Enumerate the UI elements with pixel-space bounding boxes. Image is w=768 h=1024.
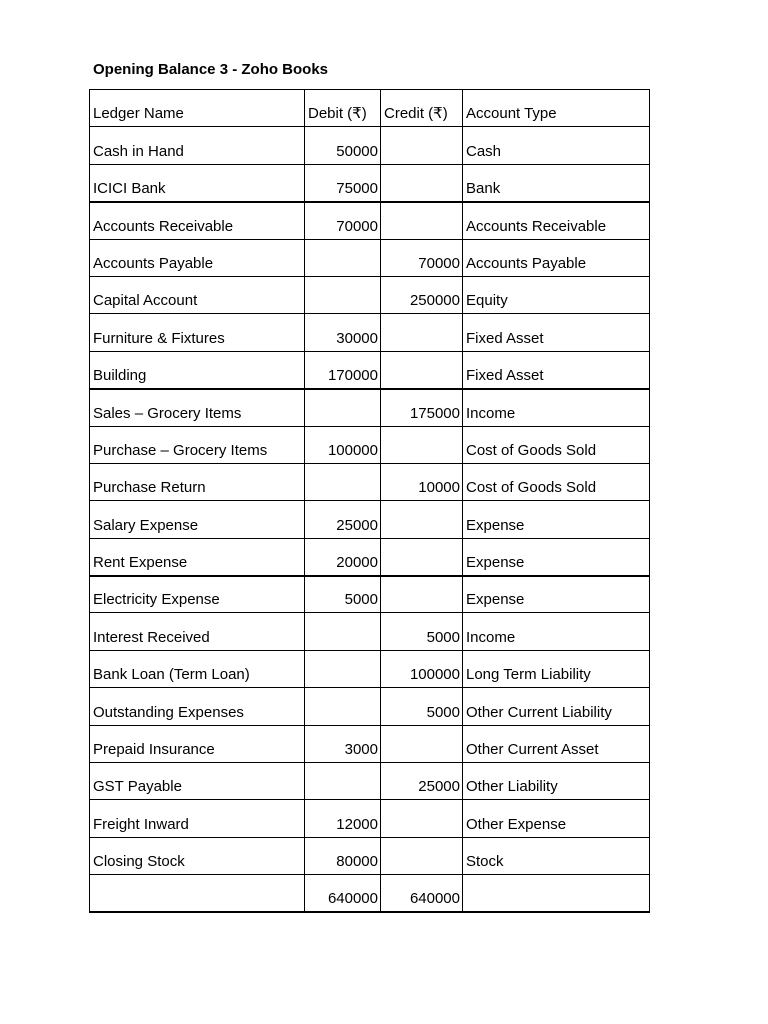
ledger-name-cell: Freight Inward xyxy=(90,800,305,837)
table-row xyxy=(90,239,650,276)
debit-cell: 75000 xyxy=(305,164,381,201)
table-row xyxy=(90,426,650,463)
account-type-cell: Fixed Asset xyxy=(463,351,650,388)
credit-cell xyxy=(381,164,463,201)
account-type-cell: Expense xyxy=(463,538,650,575)
ledger-name-cell: Rent Expense xyxy=(90,538,305,575)
debit-cell: 30000 xyxy=(305,314,381,351)
account-type-cell: Cost of Goods Sold xyxy=(463,426,650,463)
header-account-type: Account Type xyxy=(463,90,650,127)
account-type-cell: Cost of Goods Sold xyxy=(463,463,650,500)
account-type-cell: Other Current Liability xyxy=(463,688,650,725)
ledger-name-cell: Building xyxy=(90,351,305,388)
ledger-name-cell: Purchase – Grocery Items xyxy=(90,426,305,463)
debit-cell xyxy=(305,613,381,650)
credit-cell xyxy=(381,426,463,463)
total-credit-cell: 640000 xyxy=(381,875,463,912)
account-type-cell: Stock xyxy=(463,837,650,874)
table-row xyxy=(90,688,650,725)
ledger-name-cell: Capital Account xyxy=(90,276,305,313)
credit-cell xyxy=(381,127,463,164)
credit-cell: 25000 xyxy=(381,763,463,800)
credit-cell xyxy=(381,800,463,837)
account-type-cell: Other Current Asset xyxy=(463,725,650,762)
debit-cell xyxy=(305,239,381,276)
ledger-name-cell: Accounts Payable xyxy=(90,239,305,276)
debit-cell: 20000 xyxy=(305,538,381,575)
ledger-name-cell: Closing Stock xyxy=(90,837,305,874)
document-title: Opening Balance 3 - Zoho Books xyxy=(93,61,329,78)
ledger-name-cell: Bank Loan (Term Loan) xyxy=(90,650,305,687)
table-row xyxy=(90,800,650,837)
table-row xyxy=(90,650,650,687)
ledger-name-cell: Sales – Grocery Items xyxy=(90,389,305,426)
table-row xyxy=(90,538,650,575)
account-type-cell: Accounts Payable xyxy=(463,239,650,276)
credit-cell xyxy=(381,314,463,351)
credit-cell: 100000 xyxy=(381,650,463,687)
credit-cell: 250000 xyxy=(381,276,463,313)
table-row xyxy=(90,463,650,500)
credit-cell xyxy=(381,351,463,388)
account-type-cell: Bank xyxy=(463,164,650,201)
ledger-name-cell: Interest Received xyxy=(90,613,305,650)
table-row xyxy=(90,164,650,201)
credit-cell: 175000 xyxy=(381,389,463,426)
totals-row xyxy=(90,875,650,912)
ledger-name-cell: Salary Expense xyxy=(90,501,305,538)
table-row xyxy=(90,127,650,164)
account-type-cell: Expense xyxy=(463,501,650,538)
credit-cell xyxy=(381,725,463,762)
table-row xyxy=(90,351,650,388)
table-row xyxy=(90,314,650,351)
debit-cell: 12000 xyxy=(305,800,381,837)
account-type-cell: Income xyxy=(463,613,650,650)
ledger-name-cell: Cash in Hand xyxy=(90,127,305,164)
ledger-name-cell: Prepaid Insurance xyxy=(90,725,305,762)
credit-cell: 10000 xyxy=(381,463,463,500)
debit-cell xyxy=(305,763,381,800)
ledger-name-cell: Purchase Return xyxy=(90,463,305,500)
ledger-name-cell: Accounts Receivable xyxy=(90,202,305,239)
debit-cell: 5000 xyxy=(305,576,381,613)
ledger-name-cell: Furniture & Fixtures xyxy=(90,314,305,351)
debit-cell xyxy=(305,276,381,313)
ledger-name-cell: GST Payable xyxy=(90,763,305,800)
credit-cell xyxy=(381,202,463,239)
credit-cell: 5000 xyxy=(381,613,463,650)
debit-cell xyxy=(305,688,381,725)
account-type-cell: Income xyxy=(463,389,650,426)
debit-cell: 50000 xyxy=(305,127,381,164)
table-row xyxy=(90,276,650,313)
header-row xyxy=(90,90,650,127)
credit-cell xyxy=(381,501,463,538)
table-row xyxy=(90,763,650,800)
credit-cell xyxy=(381,576,463,613)
account-type-cell: Cash xyxy=(463,127,650,164)
debit-cell: 3000 xyxy=(305,725,381,762)
account-type-cell: Other Expense xyxy=(463,800,650,837)
debit-cell xyxy=(305,389,381,426)
account-type-cell: Expense xyxy=(463,576,650,613)
ledger-name-cell: Electricity Expense xyxy=(90,576,305,613)
credit-cell: 5000 xyxy=(381,688,463,725)
credit-cell xyxy=(381,837,463,874)
account-type-cell: Long Term Liability xyxy=(463,650,650,687)
totals-name-cell xyxy=(90,875,305,912)
table-row xyxy=(90,837,650,874)
account-type-cell: Equity xyxy=(463,276,650,313)
debit-cell: 70000 xyxy=(305,202,381,239)
debit-cell: 80000 xyxy=(305,837,381,874)
credit-cell: 70000 xyxy=(381,239,463,276)
credit-cell xyxy=(381,538,463,575)
debit-cell xyxy=(305,650,381,687)
table-row xyxy=(90,576,650,613)
header-ledger-name: Ledger Name xyxy=(90,90,305,127)
ledger-name-cell: ICICI Bank xyxy=(90,164,305,201)
opening-balance-table xyxy=(89,89,650,913)
totals-type-cell xyxy=(463,875,650,912)
table-row xyxy=(90,725,650,762)
ledger-table-body xyxy=(90,90,650,913)
table-row xyxy=(90,501,650,538)
debit-cell: 170000 xyxy=(305,351,381,388)
account-type-cell: Fixed Asset xyxy=(463,314,650,351)
table-row xyxy=(90,389,650,426)
total-debit-cell: 640000 xyxy=(305,875,381,912)
account-type-cell: Accounts Receivable xyxy=(463,202,650,239)
table-row xyxy=(90,202,650,239)
header-credit: Credit (₹) xyxy=(381,90,463,127)
debit-cell xyxy=(305,463,381,500)
header-debit: Debit (₹) xyxy=(305,90,381,127)
ledger-name-cell: Outstanding Expenses xyxy=(90,688,305,725)
debit-cell: 25000 xyxy=(305,501,381,538)
table-row xyxy=(90,613,650,650)
account-type-cell: Other Liability xyxy=(463,763,650,800)
debit-cell: 100000 xyxy=(305,426,381,463)
